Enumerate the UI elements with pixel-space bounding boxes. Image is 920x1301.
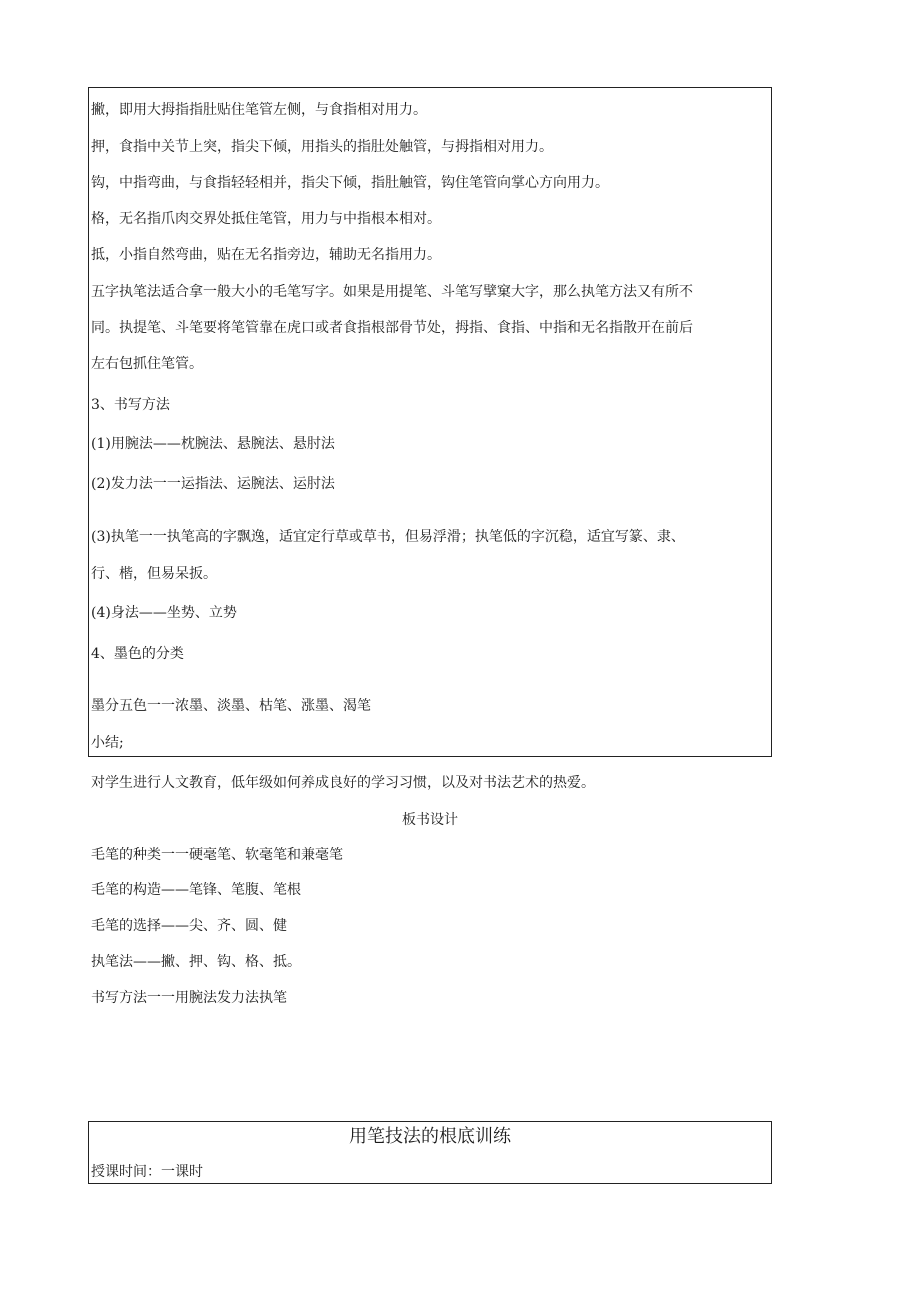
text-line: 钩，中指弯曲，与食指轻轻相并，指尖下倾，指肚触管，钩住笔管向掌心方向用力。: [91, 175, 609, 191]
text-line: (4)身法——坐势、立势: [91, 605, 237, 621]
text-line: 格，无名指爪肉交界处抵住笔管，用力与中指根本相对。: [91, 211, 441, 227]
text-line: (1)用腕法——枕腕法、悬腕法、悬肘法: [91, 436, 335, 452]
board-line: 毛笔的构造——笔锋、笔腹、笔根: [91, 882, 301, 898]
text-line: 行、楷，但易呆扳。: [91, 566, 217, 582]
after-box-text: 对学生进行人文教育，低年级如何养成良好的学习习惯，以及对书法艺术的热爱。: [91, 775, 595, 791]
text-line: 押，食指中关节上突，指尖下倾，用指头的指肚处触管，与拇指相对用力。: [91, 139, 553, 155]
text-line: 墨分五色一一浓墨、淡墨、枯笔、涨墨、渴笔: [91, 698, 371, 714]
section-heading: 3、书写方法: [91, 397, 170, 413]
text-line: 抵，小指自然弯曲，贴在无名指旁边，辅助无名指用力。: [91, 247, 441, 263]
text-line: 同。执提笔、斗笔要将笔管靠在虎口或者食指根部骨节处，拇指、食指、中指和无名指散开在前后: [91, 320, 693, 336]
summary-label: 小结;: [91, 735, 124, 751]
text-line: 撇，即用大拇指指肚贴住笔管左侧，与食指相对用力。: [91, 102, 427, 118]
text-line: 左右包抓住笔管。: [91, 356, 203, 372]
board-line: 毛笔的选择——尖、齐、圆、健: [91, 918, 287, 934]
text-line: (3)执笔一一执笔高的字飘逸，适宜定行草或草书，但易浮滑；执笔低的字沉稳，适宜写篆、隶、: [91, 529, 685, 545]
lesson-duration: 授课时间：一课时: [91, 1164, 203, 1180]
board-line: 书写方法一一用腕法发力法执笔: [91, 990, 287, 1006]
lesson-title: 用笔技法的根底训练: [349, 1126, 511, 1147]
board-title: 板书设计: [402, 812, 458, 828]
text-line: (2)发力法一一运指法、运腕法、运肘法: [91, 476, 335, 492]
board-line: 毛笔的种类一一硬毫笔、软毫笔和兼毫笔: [91, 847, 343, 863]
text-line: 五字执笔法适合拿一般大小的毛笔写字。如果是用提笔、斗笔写擘窠大字，那么执笔方法又有所不: [91, 284, 693, 300]
section-heading: 4、墨色的分类: [91, 646, 184, 662]
board-line: 执笔法——撇、押、钩、格、抵。: [91, 954, 301, 970]
